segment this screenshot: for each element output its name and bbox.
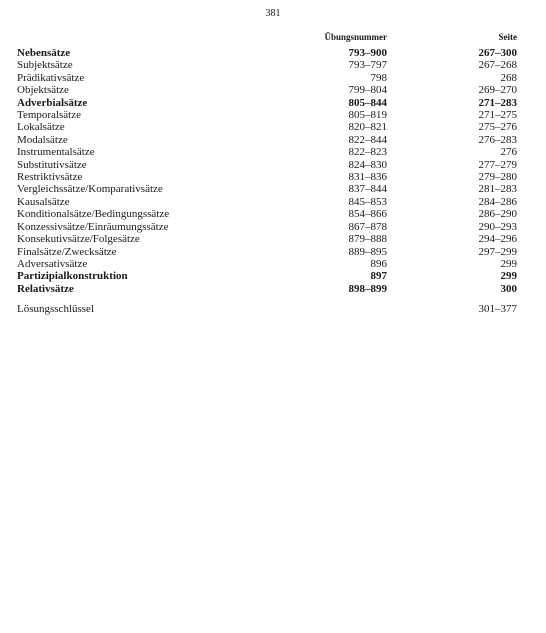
toc-entry-label: Kausalsätze bbox=[17, 195, 70, 208]
toc-entry-page-range: 300 bbox=[500, 282, 517, 295]
toc-entry-page-range: 284–286 bbox=[478, 195, 517, 208]
toc-entry-label: Konsekutivsätze/Folgesätze bbox=[17, 233, 140, 246]
answer-key-page: 301–377 bbox=[478, 303, 517, 316]
toc-row bbox=[17, 159, 517, 171]
toc-entry-label: Temporalsätze bbox=[17, 109, 81, 122]
header-page: Seite bbox=[498, 32, 517, 42]
toc-row bbox=[17, 171, 517, 183]
toc-body bbox=[17, 47, 517, 295]
toc-entry-exercise-range: 845–853 bbox=[348, 195, 387, 208]
toc-entry-exercise-range: 854–866 bbox=[348, 208, 387, 221]
toc-entry-label: Partizipialkonstruktion bbox=[17, 270, 128, 283]
toc-entry-exercise-range: 879–888 bbox=[348, 233, 387, 246]
toc-row bbox=[17, 59, 517, 71]
toc-entry-exercise-range: 822–844 bbox=[348, 133, 387, 146]
toc-entry-label: Substitutivsätze bbox=[17, 158, 87, 171]
toc-table bbox=[17, 30, 517, 316]
toc-row bbox=[17, 183, 517, 195]
toc-entry-exercise-range: 798 bbox=[370, 71, 387, 84]
toc-entry-page-range: 271–283 bbox=[478, 96, 517, 109]
toc-entry-label: Adverbialsätze bbox=[17, 96, 88, 109]
toc-row bbox=[17, 246, 517, 258]
answer-key-row bbox=[17, 303, 517, 315]
toc-entry-label: Prädikativsätze bbox=[17, 71, 85, 84]
toc-entry-exercise-range: 896 bbox=[370, 257, 387, 270]
toc-entry-exercise-range: 799–804 bbox=[348, 84, 387, 97]
toc-entry-exercise-range: 805–819 bbox=[348, 109, 387, 122]
toc-entry-exercise-range: 837–844 bbox=[348, 183, 387, 196]
toc-row bbox=[17, 258, 517, 270]
answer-key-exercise bbox=[287, 303, 387, 315]
toc-entry-exercise-range: 867–878 bbox=[348, 220, 387, 233]
toc-row bbox=[17, 47, 517, 59]
toc-row bbox=[17, 72, 517, 84]
toc-entry-exercise-range: 805–844 bbox=[348, 96, 387, 109]
toc-entry-page-range: 294–296 bbox=[478, 233, 517, 246]
toc-entry-page-range: 299 bbox=[500, 270, 517, 283]
toc-entry-exercise-range: 897 bbox=[370, 270, 387, 283]
toc-entry-label: Lokalsätze bbox=[17, 121, 65, 134]
toc-entry-label: Modalsätze bbox=[17, 133, 68, 146]
toc-entry-page-range: 281–283 bbox=[478, 183, 517, 196]
toc-row bbox=[17, 84, 517, 96]
toc-row bbox=[17, 283, 517, 295]
header-exercise-number: Übungsnummer bbox=[324, 32, 387, 42]
toc-entry-page-range: 299 bbox=[500, 257, 517, 270]
toc-entry-page-range: 277–279 bbox=[478, 158, 517, 171]
toc-row bbox=[17, 208, 517, 220]
toc-row bbox=[17, 196, 517, 208]
toc-entry-page-range: 276 bbox=[500, 146, 517, 159]
toc-entry-label: Objektsätze bbox=[17, 84, 69, 97]
toc-entry-label: Finalsätze/Zwecksätze bbox=[17, 245, 117, 258]
toc-entry-label: Relativsätze bbox=[17, 282, 74, 295]
toc-row bbox=[17, 233, 517, 245]
toc-entry-label: Konzessivsätze/Einräumungssätze bbox=[17, 220, 169, 233]
toc-row bbox=[17, 97, 517, 109]
toc-entry-label: Subjektsätze bbox=[17, 59, 73, 72]
toc-row bbox=[17, 134, 517, 146]
toc-entry-page-range: 267–268 bbox=[478, 59, 517, 72]
toc-entry-page-range: 269–270 bbox=[478, 84, 517, 97]
toc-entry-page-range: 276–283 bbox=[478, 133, 517, 146]
answer-key-label: Lösungsschlüssel bbox=[17, 303, 94, 316]
toc-entry-page-range: 275–276 bbox=[478, 121, 517, 134]
toc-row bbox=[17, 221, 517, 233]
toc-entry-exercise-range: 824–830 bbox=[348, 158, 387, 171]
toc-entry-page-range: 271–275 bbox=[478, 109, 517, 122]
toc-entry-label: Adversativsätze bbox=[17, 257, 88, 270]
toc-entry-exercise-range: 822–823 bbox=[348, 146, 387, 159]
toc-entry-page-range: 297–299 bbox=[478, 245, 517, 258]
toc-entry-label: Restriktivsätze bbox=[17, 171, 83, 184]
toc-entry-exercise-range: 831–836 bbox=[348, 171, 387, 184]
toc-entry-label: Konditionalsätze/Bedingungssätze bbox=[17, 208, 170, 221]
toc-row bbox=[17, 121, 517, 133]
toc-entry-page-range: 286–290 bbox=[478, 208, 517, 221]
toc-header-row bbox=[17, 30, 517, 44]
toc-entry-page-range: 268 bbox=[500, 71, 517, 84]
toc-entry-exercise-range: 793–900 bbox=[348, 47, 387, 59]
toc-entry-exercise-range: 898–899 bbox=[348, 282, 387, 295]
header-empty bbox=[17, 30, 287, 44]
toc-entry-exercise-range: 793–797 bbox=[348, 59, 387, 72]
toc-entry-label: Vergleichssätze/Komparativsätze bbox=[17, 183, 163, 196]
toc-entry-page-range: 267–300 bbox=[478, 47, 517, 59]
toc-entry-page-range: 290–293 bbox=[478, 220, 517, 233]
page-number: 381 bbox=[265, 8, 281, 19]
toc-entry-exercise-range: 820–821 bbox=[348, 121, 387, 134]
toc-entry-page-range: 279–280 bbox=[478, 171, 517, 184]
toc-entry-label: Instrumentalsätze bbox=[17, 146, 95, 159]
toc-row bbox=[17, 146, 517, 158]
toc-entry-label: Nebensätze bbox=[17, 47, 71, 59]
toc-row bbox=[17, 270, 517, 282]
toc-entry-exercise-range: 889–895 bbox=[348, 245, 387, 258]
toc-row bbox=[17, 109, 517, 121]
